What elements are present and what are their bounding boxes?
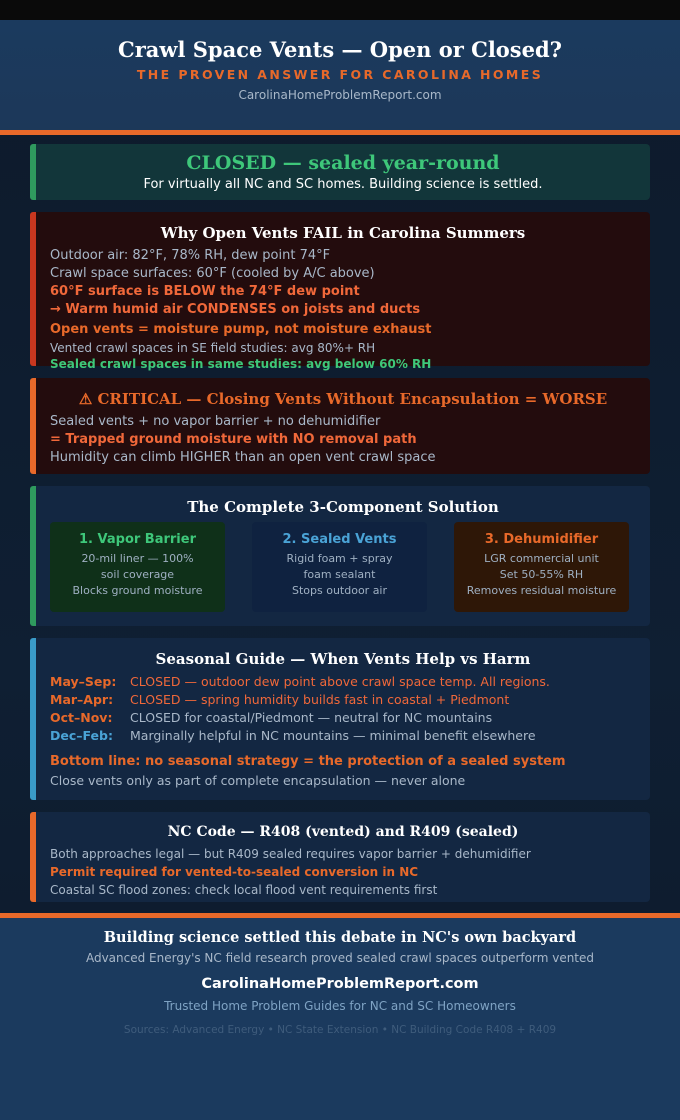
component-title: 1. Vapor Barrier xyxy=(79,532,196,547)
critical-card xyxy=(30,378,650,474)
seasonal-card xyxy=(30,638,650,800)
header-site-link[interactable]: CarolinaHomeProblemReport.com xyxy=(238,88,442,102)
why-card xyxy=(30,212,650,371)
footer-tagline: Trusted Home Problem Guides for NC and SC Homeowners xyxy=(164,999,516,1013)
component-line: Rigid foam + spray xyxy=(286,552,393,565)
component-vapor-barrier xyxy=(50,522,225,612)
why-line: → Warm humid air CONDENSES on joists and ducts xyxy=(50,302,421,317)
component-line: LGR commercial unit xyxy=(484,552,599,565)
seasonal-note: Close vents only as part of complete encapsulation — never alone xyxy=(50,773,466,788)
top-bar xyxy=(0,0,680,20)
footer xyxy=(0,918,680,1120)
season-label: Dec–Feb: xyxy=(50,728,113,743)
component-line: foam sealant xyxy=(303,568,376,581)
season-label: May–Sep: xyxy=(50,674,117,689)
why-line: Sealed crawl spaces in same studies: avg below 60% RH xyxy=(50,357,432,371)
solution-card xyxy=(30,486,650,626)
season-row xyxy=(50,710,492,725)
header xyxy=(0,20,680,130)
component-line: Set 50-55% RH xyxy=(499,568,584,581)
footer-sources: Sources: Advanced Energy • NC State Extension • NC Building Code R408 + R409 xyxy=(123,1024,557,1036)
component-sealed-vents xyxy=(252,522,427,612)
footer-headline: Building science settled this debate in NC's own backyard xyxy=(103,929,577,946)
component-line: Removes residual moisture xyxy=(466,584,617,597)
solution-title: The Complete 3-Component Solution xyxy=(187,498,499,516)
verdict-title: CLOSED — sealed year-round xyxy=(186,152,500,174)
critical-title: ⚠ CRITICAL — Closing Vents Without Encapsulation = WORSE xyxy=(78,390,608,408)
season-text: CLOSED for coastal/Piedmont — neutral for NC mountains xyxy=(130,710,493,725)
code-line: Both approaches legal — but R409 sealed requires vapor barrier + dehumidifier xyxy=(50,847,531,861)
code-line: Permit required for vented-to-sealed conversion in NC xyxy=(50,865,419,879)
season-text: CLOSED — outdoor dew point above crawl space temp. All regions. xyxy=(130,674,550,689)
critical-line: Humidity can climb HIGHER than an open vent crawl space xyxy=(50,450,436,465)
season-text: Marginally helpful in NC mountains — minimal benefit elsewhere xyxy=(130,728,536,743)
seasonal-title: Seasonal Guide — When Vents Help vs Harm xyxy=(155,650,531,668)
season-text: CLOSED — spring humidity builds fast in coastal + Piedmont xyxy=(130,692,510,707)
season-label: Mar–Apr: xyxy=(50,692,114,707)
footer-subtext: Advanced Energy's NC field research proved sealed crawl spaces outperform vented xyxy=(85,951,595,965)
component-line: Blocks ground moisture xyxy=(72,584,203,597)
season-row xyxy=(50,728,536,743)
component-line: Stops outdoor air xyxy=(291,584,388,597)
why-line: 60°F surface is BELOW the 74°F dew point xyxy=(50,284,360,299)
component-title: 2. Sealed Vents xyxy=(282,532,397,547)
component-dehumidifier xyxy=(454,522,629,612)
season-row xyxy=(50,692,509,707)
why-line: Open vents = moisture pump, not moisture exhaust xyxy=(50,322,432,337)
verdict-card xyxy=(30,144,650,200)
page-title: Crawl Space Vents — Open or Closed? xyxy=(118,37,562,62)
page-subtitle: THE PROVEN ANSWER FOR CAROLINA HOMES xyxy=(136,67,544,82)
why-line: Outdoor air: 82°F, 78% RH, dew point 74°F xyxy=(50,248,331,263)
code-card xyxy=(30,812,650,902)
code-line: Coastal SC flood zones: check local flood vent requirements first xyxy=(50,883,438,897)
season-row xyxy=(50,674,550,689)
season-label: Oct–Nov: xyxy=(50,710,113,725)
critical-line: Sealed vents + no vapor barrier + no dehumidifier xyxy=(50,414,381,429)
code-title: NC Code — R408 (vented) and R409 (sealed) xyxy=(167,824,519,840)
header-divider xyxy=(0,130,680,135)
why-line: Crawl space surfaces: 60°F (cooled by A/C above) xyxy=(50,266,375,281)
critical-line: = Trapped ground moisture with NO removal path xyxy=(50,432,417,447)
component-title: 3. Dehumidifier xyxy=(484,532,599,547)
footer-site-link[interactable]: CarolinaHomeProblemReport.com xyxy=(201,976,479,992)
verdict-text: For virtually all NC and SC homes. Building science is settled. xyxy=(143,177,543,192)
why-line: Vented crawl spaces in SE field studies: avg 80%+ RH xyxy=(50,341,376,355)
component-line: 20-mil liner — 100% xyxy=(81,552,194,565)
why-title: Why Open Vents FAIL in Carolina Summers xyxy=(160,224,526,242)
component-line: soil coverage xyxy=(100,568,175,581)
bottom-line: Bottom line: no seasonal strategy = the protection of a sealed system xyxy=(50,754,566,769)
